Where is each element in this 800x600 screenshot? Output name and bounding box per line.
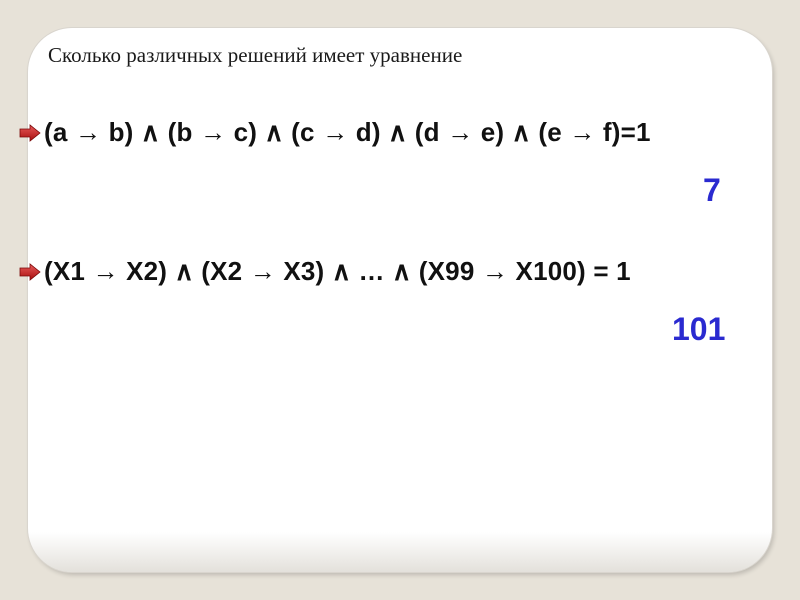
answer-1: 7 [703, 172, 721, 208]
question-text: Сколько различных решений имеет уравнение [48, 43, 463, 67]
equation-row-2 [18, 256, 631, 287]
answer-2: 101 [672, 311, 726, 347]
equation-row-1 [18, 117, 651, 148]
red-arrow-bullet-icon [18, 263, 42, 281]
red-arrow-bullet-icon [18, 124, 42, 142]
equation-1-text: (a → b) ∧ (b → c) ∧ (c → d) ∧ (d → e) ∧ (e → f)=1 [44, 117, 651, 147]
equation-2-text: (X1 → X2) ∧ (X2 → X3) ∧ … ∧ (X99 → X100) = 1 [44, 256, 631, 286]
content-card [28, 28, 772, 572]
card-bottom-shadow [28, 532, 772, 572]
